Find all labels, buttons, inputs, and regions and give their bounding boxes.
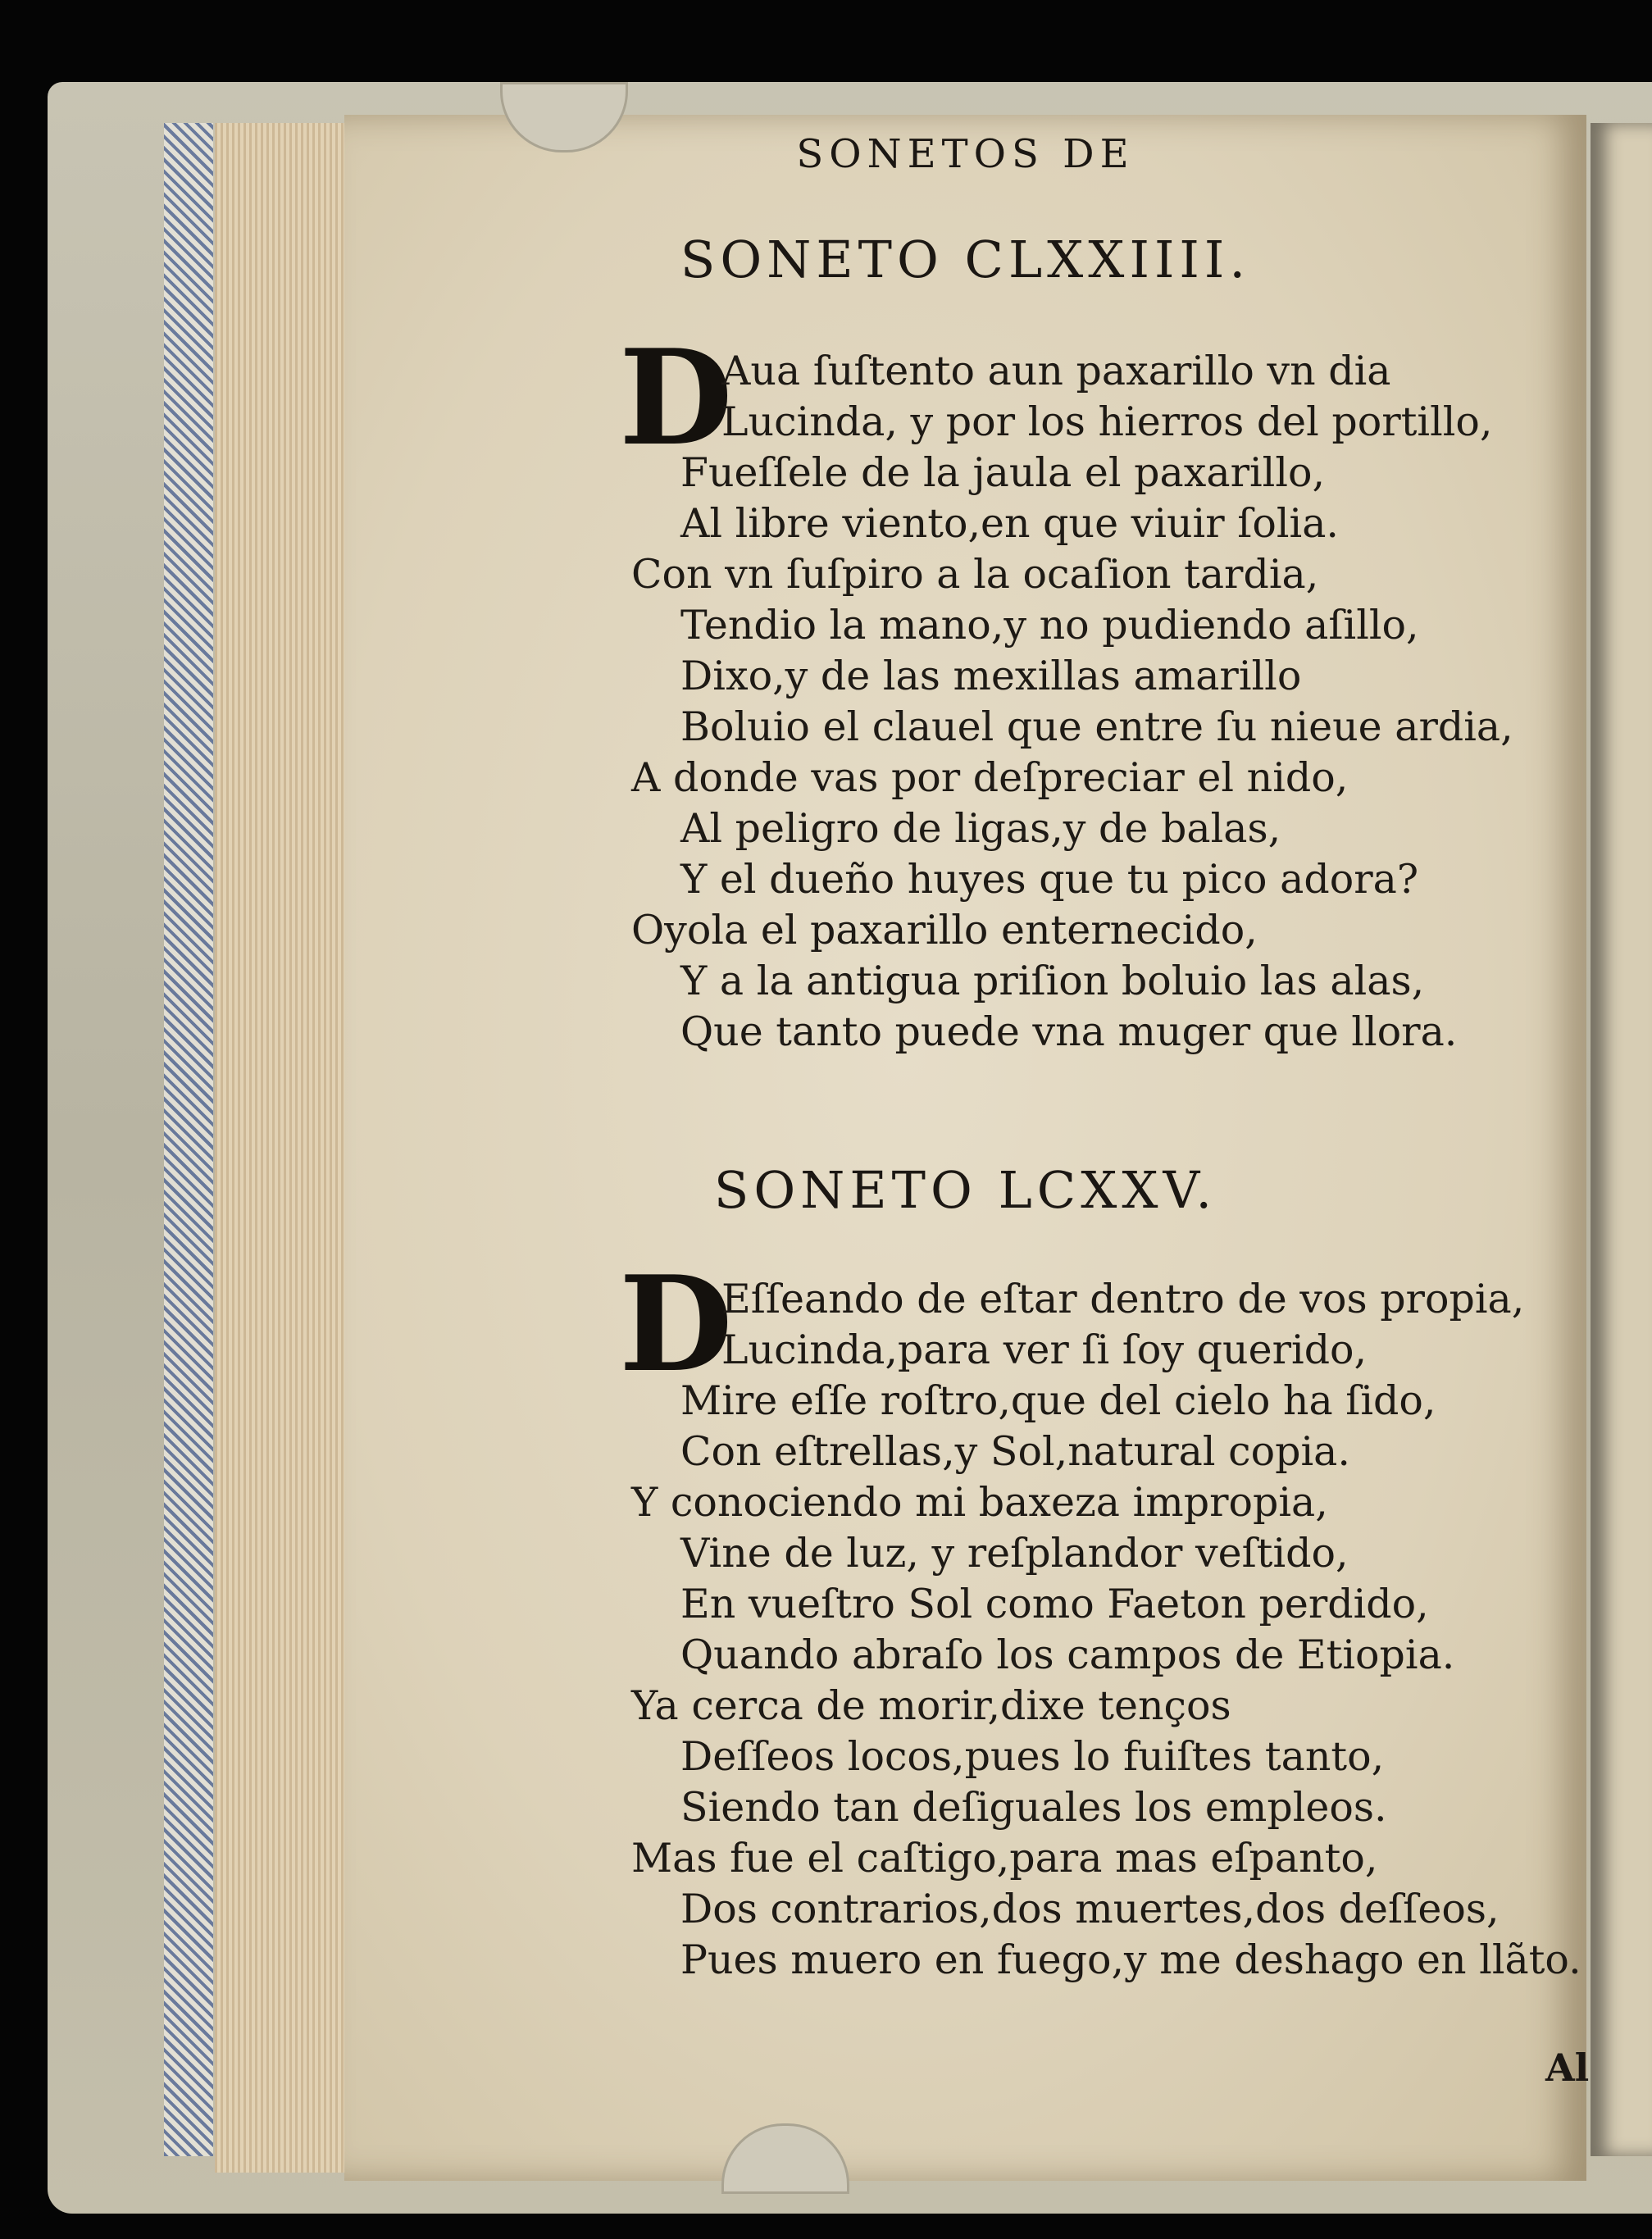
- verse-line: Ya cerca de morir,dixe tenços: [631, 1682, 1231, 1729]
- verse-line: A donde vas por deſpreciar el nido,: [631, 754, 1349, 801]
- drop-cap: D: [619, 1247, 733, 1401]
- verse-line: Lucinda,para ver ſi ſoy querido,: [721, 1327, 1368, 1373]
- verse-line: Lucinda, y por los hierros del portillo,: [721, 398, 1493, 445]
- facing-page-edge: [1591, 123, 1652, 2156]
- verse-line: Eſſeando de eſtar dentro de vos propia,: [721, 1276, 1525, 1322]
- catchword: Al: [1545, 2046, 1590, 2090]
- verse-line: Quando abraſo los campos de Etiopia.: [680, 1631, 1455, 1678]
- verse-line: Dixo,y de las mexillas amarillo: [680, 653, 1302, 699]
- verse-line: Dos contrarios,dos muertes,dos deſſeos,: [680, 1886, 1500, 1932]
- verse-line: Vine de luz, y reſplandor veſtido,: [680, 1530, 1349, 1577]
- verse-line: Y el dueño huyes que tu pico adora?: [680, 856, 1419, 903]
- marbled-endpaper-edge: [164, 123, 213, 2156]
- verse-line: Y a la antigua priſion boluio las alas,: [680, 958, 1425, 1004]
- verse-line: Siendo tan deſiguales los empleos.: [680, 1784, 1387, 1831]
- running-head: SONETOS DE: [796, 131, 1135, 177]
- verse-line: Y conociendo mi baxeza impropia,: [631, 1479, 1328, 1526]
- verse-line: Mas fue el caſtigo,para mas eſpanto,: [631, 1835, 1378, 1882]
- verse-line: Oyola el paxarillo enternecido,: [631, 907, 1258, 953]
- page-block-edges: [215, 123, 354, 2173]
- drop-cap: D: [619, 321, 733, 475]
- verse-line: Tendio la mano,y no pudiendo aſillo,: [680, 602, 1419, 648]
- verse-line: Fueſſele de la jaula el paxarillo,: [680, 449, 1326, 496]
- verse-line: Al peligro de ligas,y de balas,: [680, 805, 1281, 852]
- verse-line: En vueſtro Sol como Faeton perdido,: [680, 1581, 1429, 1627]
- verse-line: Mire eſſe roſtro,que del cielo ha ſido,: [680, 1377, 1436, 1424]
- sonnet-title: SONETO LCXXV.: [713, 1160, 1217, 1220]
- verse-line: Con vn ſuſpiro a la ocaſion tardia,: [631, 551, 1319, 598]
- verse-line: Con eſtrellas,y Sol,natural copia.: [680, 1428, 1350, 1475]
- verse-line: Deſſeos locos,pues lo fuiſtes tanto,: [680, 1733, 1385, 1780]
- verse-line: Aua ſuſtento aun paxarillo vn dia: [721, 348, 1391, 394]
- verse-line: Que tanto puede vna muger que llora.: [680, 1008, 1458, 1055]
- sonnet-title: SONETO CLXXIIII.: [680, 230, 1251, 289]
- verse-line: Al libre viento,en que viuir ſolia.: [680, 500, 1339, 547]
- verse-line: Pues muero en fuego,y me deshago en llãto.: [680, 1936, 1581, 1983]
- verse-line: Boluio el clauel que entre ſu nieue ardia,: [680, 703, 1513, 750]
